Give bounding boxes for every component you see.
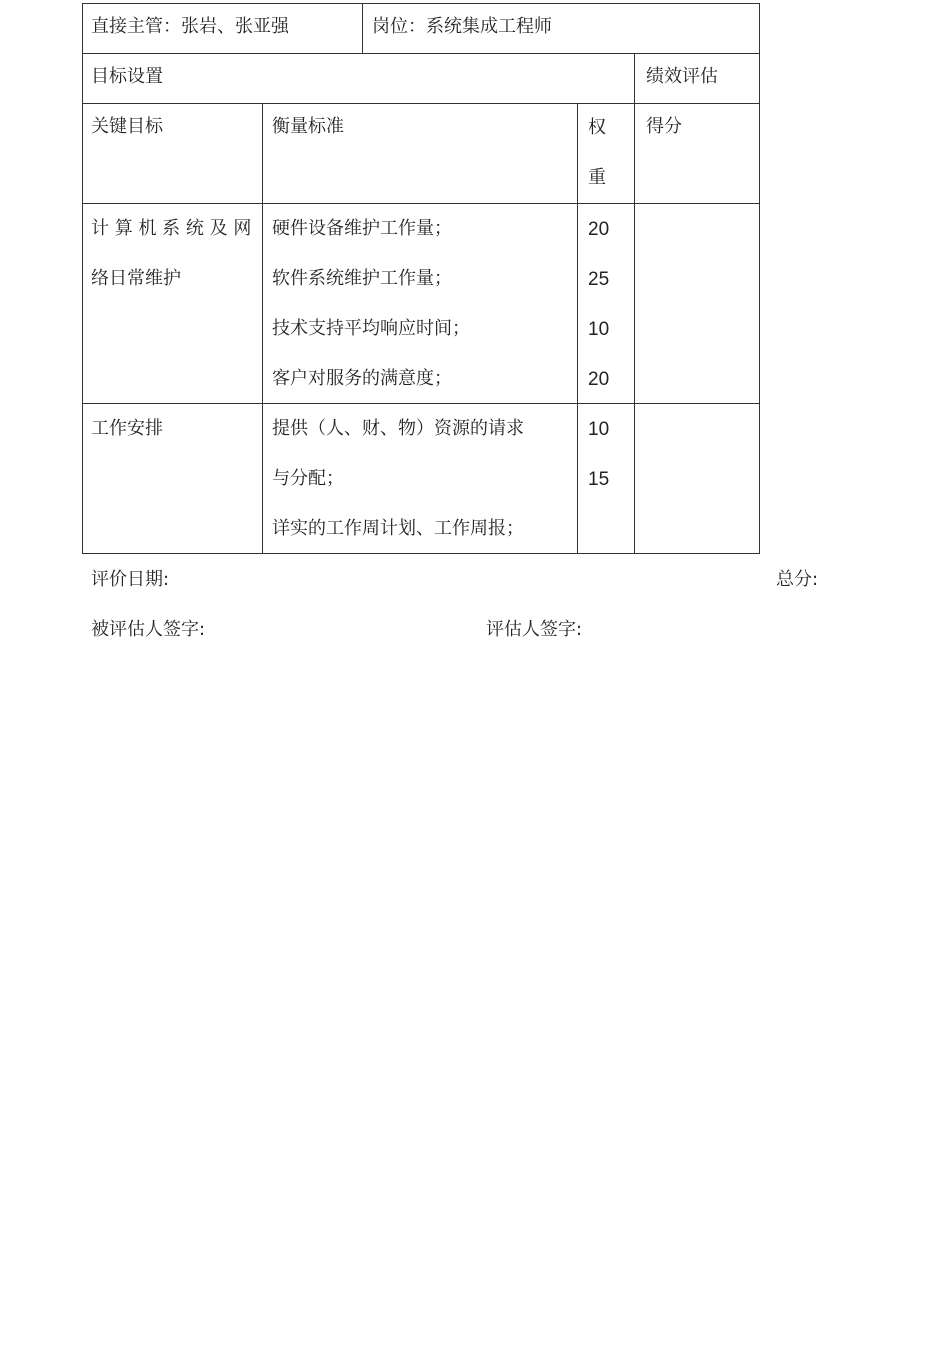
col-header-weight: 权 (588, 117, 606, 138)
row-weight: 10 (588, 319, 610, 340)
performance-eval-heading: 绩效评估 (646, 66, 718, 87)
col-header-weight: 重 (588, 167, 606, 188)
table-border-top (82, 3, 760, 4)
row-criterion: 与分配； (272, 468, 344, 489)
supervisor-label: 直接主管：张岩、张亚强 (91, 16, 289, 37)
row-divider (82, 203, 760, 204)
row-weight: 15 (588, 469, 610, 490)
row-criterion: 技术支持平均响应时间； (272, 318, 470, 339)
col-divider (362, 3, 363, 54)
row-goal: 计 算 机 系 统 及 网 (91, 218, 252, 239)
row-weight: 10 (588, 419, 610, 440)
col-divider (577, 103, 578, 554)
goal-setting-heading: 目标设置 (91, 66, 163, 87)
table-border-bottom (82, 553, 760, 554)
evaluator-signature-label: 评估人签字: (486, 619, 583, 640)
row-criterion: 提供（人、财、物）资源的请求 (272, 418, 524, 439)
performance-table (0, 0, 950, 560)
row-criterion: 客户对服务的满意度； (272, 368, 452, 389)
row-criterion: 软件系统维护工作量； (272, 268, 452, 289)
row-weight: 20 (588, 369, 610, 390)
col-header-criteria: 衡量标准 (272, 116, 344, 137)
row-criterion: 硬件设备维护工作量； (272, 218, 452, 239)
row-goal: 工作安排 (91, 418, 163, 439)
row-weight: 20 (588, 219, 610, 240)
row-weight: 25 (588, 269, 610, 290)
col-header-score: 得分 (646, 116, 682, 137)
evaluatee-signature-label: 被评估人签字: (91, 619, 206, 640)
col-divider (634, 53, 635, 554)
col-header-key-goal: 关键目标 (91, 116, 163, 137)
position-label: 岗位：系统集成工程师 (372, 16, 552, 37)
col-divider (262, 103, 263, 554)
row-criterion: 详实的工作周计划、工作周报； (272, 518, 524, 539)
table-border-right (759, 3, 760, 554)
eval-date-label: 评价日期: (91, 569, 170, 590)
row-goal: 络日常维护 (91, 268, 181, 289)
table-border-left (82, 3, 83, 554)
total-score-label: 总分: (776, 569, 819, 590)
row-divider (82, 403, 760, 404)
row-divider (82, 103, 760, 104)
row-divider (82, 53, 760, 54)
